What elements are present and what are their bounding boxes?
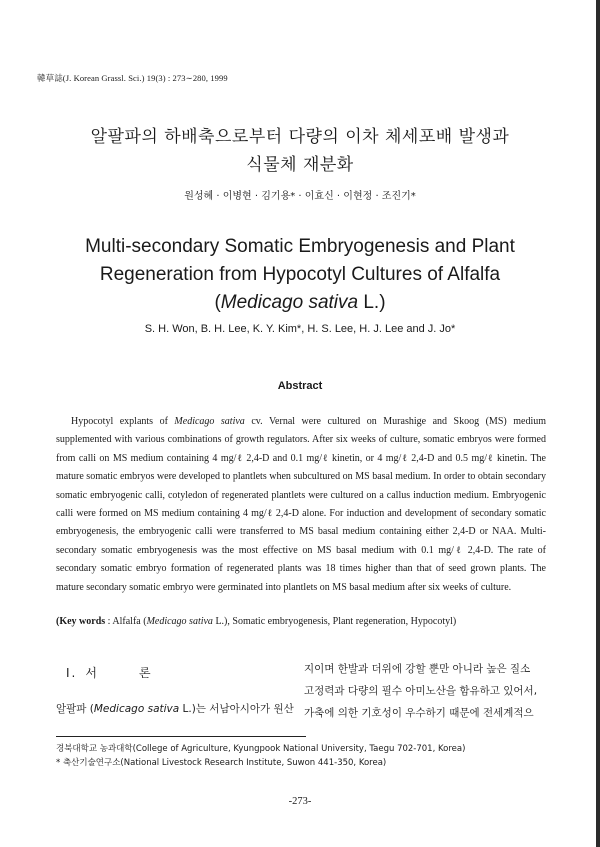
korean-title-line1: 알팔파의 하배축으로부터 다량의 이차 체세포배 발생과 xyxy=(90,127,510,147)
abstract-species-italic: Medicago sativa xyxy=(174,416,245,427)
abstract-heading: Abstract xyxy=(277,380,323,392)
english-authors: S. H. Won, B. H. Lee, K. Y. Kim*, H. S. Lee, H. J. Lee and J. Jo* xyxy=(144,323,456,335)
intro-right-line: 지이며 한발과 더위에 강할 뿐만 아니라 높은 질소 xyxy=(304,663,531,675)
page-number: -273- xyxy=(288,796,312,807)
korean-title-line2: 식물체 재분화 xyxy=(246,155,354,175)
section-heading-introduction: Ⅰ. 서 론 xyxy=(66,666,153,680)
abstract-body: Hypocotyl explants of Medicago sativa cv. Vernal were cultured on Murashige and Skoog (MS) medium supplemented with various combinations of growth regulators. After six weeks of culture, somatic embryos were formed from calli on MS medium containing 4 mg/ℓ 2,4-D and 0.1 mg/ℓ kinetin, or 4 mg/ℓ 2,4-D and 0.5 mg/ℓ kinetin. The mature somatic embryos were developed to plantlets when subcultured on MS basal medium. In order to obtain secondary somatic embryogenic calli, cotyledon of regenerated plantlets were cultured on a callus induction medium. Embryogenic calli were formed on MS medium containing 4 mg/ℓ 2,4-D alone. For induction and development of secondary somatic embryogenesis, the embryogenic calli were transferred to MS basal medium containing either 2,4-D or NAA. Multi-secondary somatic embryogenesis was the most effective on MS basal medium with 0.1 mg/ℓ 2,4-D. The rate of secondary somatic embryo formation of regenerated plants was 18 times higher than that of seed grown plants. The mature secondary somatic embryo were germinated into plantlets on MS basal medium after six weeks of culture. xyxy=(56,416,547,593)
english-title-line2: Regeneration from Hypocotyl Cultures of Alfalfa xyxy=(99,264,501,285)
intro-text-right xyxy=(304,658,549,724)
keywords: (Key words : Alfalfa (Medicago sativa L.), Somatic embryogenesis, Plant regeneration, Hypocotyl) xyxy=(56,616,457,627)
intro-right-line: 고정력과 다량의 필수 아미노산을 함유하고 있어서, xyxy=(304,685,538,697)
species-name-italic: Medicago sativa xyxy=(220,292,359,313)
footnote-affiliation-1: 경북대학교 농과대학(College of Agriculture, Kyungpook National University, Taegu 702-701, Korea) xyxy=(56,744,466,754)
intro-right-line: 가축에 의한 기호성이 우수하기 때문에 전세계적으 xyxy=(304,707,534,719)
english-title-line3: (Medicago sativa L.) xyxy=(214,292,386,313)
intro-text-left: 알팔파 (Medicago sativa L.)는 서남아시아가 원산 xyxy=(56,703,294,715)
english-title-line1: Multi-secondary Somatic Embryogenesis and Plant xyxy=(85,236,515,257)
footnote-affiliation-2: * 축산기술연구소(National Livestock Research Institute, Suwon 441-350, Korea) xyxy=(56,758,387,768)
korean-authors: 원성혜 · 이병현 · 김기용* · 이효신 · 이현정 · 조진기* xyxy=(184,191,416,202)
footnote-divider xyxy=(56,736,306,737)
journal-citation: 韓草誌(J. Korean Grassl. Sci.) 19(3) : 273∼280, 1999 xyxy=(37,73,228,83)
keywords-label: (Key words xyxy=(56,616,106,627)
